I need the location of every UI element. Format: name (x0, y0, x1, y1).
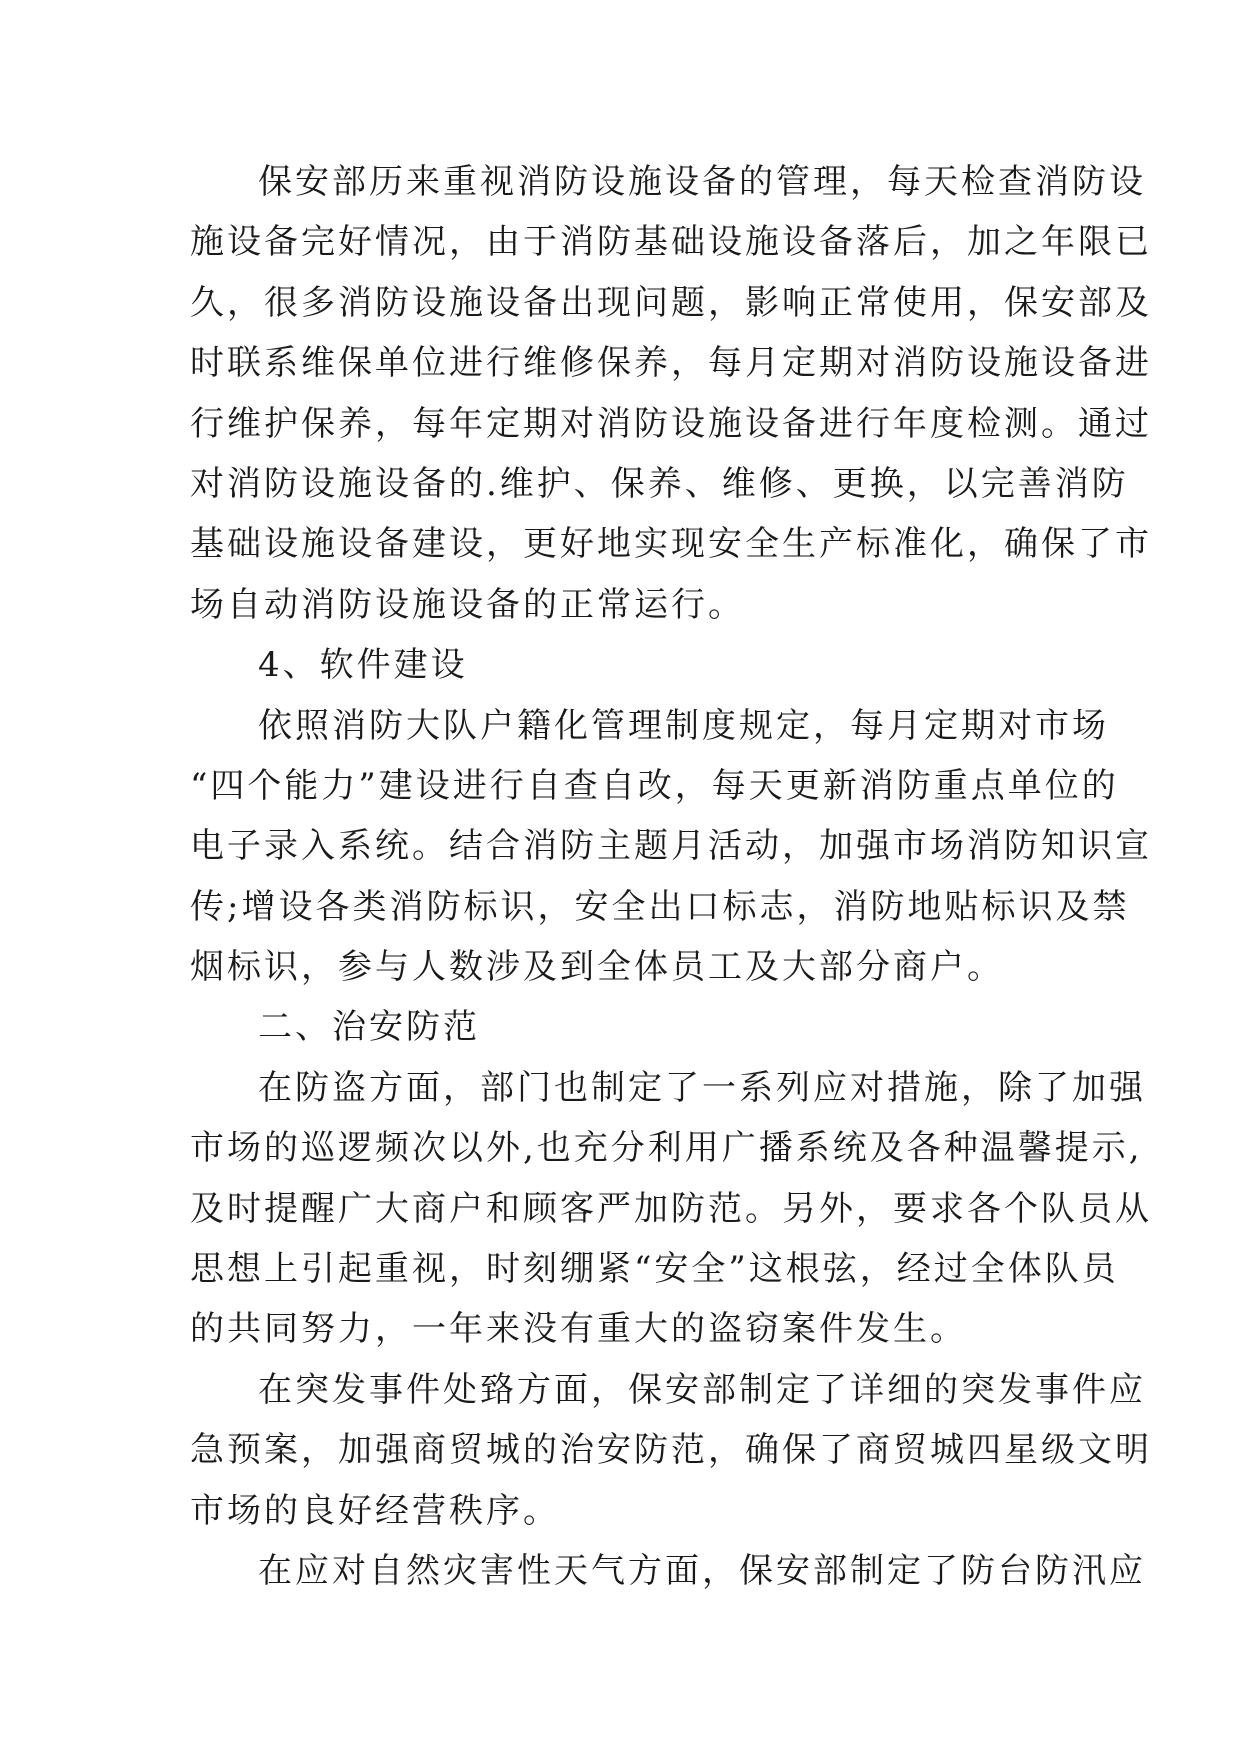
text-line: 思想上引起重视，时刻绷紧“安全”这根弦，经过全体队员 (190, 1249, 1119, 1290)
text-line: 基础设施设备建设，更好地实现安全生产标准化，确保了市 (190, 524, 1152, 565)
text-line: 在应对自然灾害性天气方面，保安部制定了防台防汛应 (258, 1550, 1146, 1591)
text-line: 急预案，加强商贸城的治安防范，确保了商贸城四星级文明 (190, 1430, 1152, 1471)
text-line: 电子录入系统。结合消防主题月活动，加强市场消防知识宣 (190, 826, 1152, 867)
text-line: 时联系维保单位进行维修保养，每月定期对消防设施设备进 (190, 343, 1152, 384)
section-heading: 二、治安防范 (258, 1007, 480, 1048)
text-line: 保安部历来重视消防设施设备的管理，每天检查消防设 (258, 162, 1146, 202)
text-line: 场自动消防设施设备的正常运行。 (190, 584, 745, 625)
text-line: 的共同努力，一年来没有重大的盗窃案件发生。 (190, 1309, 967, 1350)
text-line: 久，很多消防设施设备出现问题，影响正常使用，保安部及 (190, 282, 1152, 323)
body-text (190, 152, 1152, 1601)
text-line: 市场的巡逻频次以外,也充分利用广播系统及各种温馨提示, (190, 1128, 1143, 1169)
text-line: 烟标识，参与人数涉及到全体员工及大部分商户。 (190, 947, 1004, 988)
text-line: 在突发事件处臵方面，保安部制定了详细的突发事件应 (258, 1369, 1146, 1410)
text-line: 依照消防大队户籍化管理制度规定，每月定期对市场 (258, 705, 1109, 746)
text-line: 在防盗方面，部门也制定了一系列应对措施，除了加强 (258, 1067, 1146, 1108)
text-line: “四个能力”建设进行自查自改，每天更新消防重点单位的 (190, 765, 1119, 806)
text-line: 对消防设施设备的.维护、保养、维修、更换，以完善消防 (190, 463, 1129, 504)
text-line: 市场的良好经营秩序。 (190, 1490, 560, 1531)
text-line: 及时提醒广大商户和顾客严加防范。另外，要求各个队员从 (190, 1188, 1152, 1229)
text-line: 传;增设各类消防标识，安全出口标志，消防地贴标识及禁 (190, 886, 1130, 927)
text-line: 施设备完好情况，由于消防基础设施设备落后，加之年限已 (190, 222, 1152, 263)
section-heading: 4、软件建设 (258, 645, 468, 686)
text-line: 行维护保养，每年定期对消防设施设备进行年度检测。通过 (190, 403, 1152, 444)
